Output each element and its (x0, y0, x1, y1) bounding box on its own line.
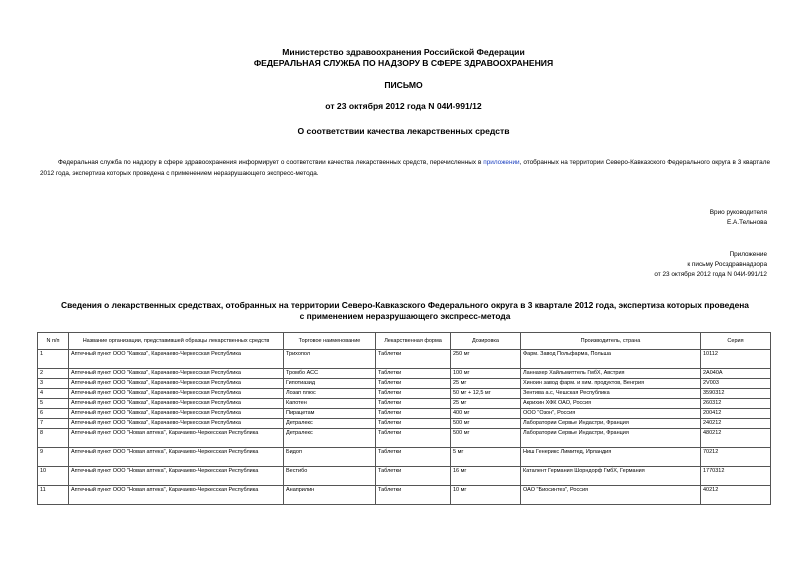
cell-series: 260312 (701, 399, 771, 409)
cell-organization: Аптечный пункт ООО "Кавказ", Карачаево-Черкесская Республика (69, 369, 284, 379)
cell-trade-name: Детралекс (284, 429, 376, 448)
cell-series: 40212 (701, 486, 771, 505)
table-row (38, 419, 771, 429)
cell-dosage: 400 мг (451, 409, 521, 419)
header-dosage: Дозировка (451, 333, 521, 350)
cell-organization: Аптечный пункт ООО "Новая аптека", Карачаево-Черкесская Республика (69, 486, 284, 505)
cell-number: 1 (38, 350, 69, 369)
header-organization: Название организации, представившей образцы лекарственных средств (69, 333, 284, 350)
cell-dosage-form: Таблетки (376, 399, 451, 409)
header-dosage-form: Лекарственная форма (376, 333, 451, 350)
cell-series: 10112 (701, 350, 771, 369)
signature-position: Врио руководителя (709, 209, 767, 216)
cell-dosage-form: Таблетки (376, 419, 451, 429)
medicines-table (37, 332, 771, 505)
document-subject: О соответствии качества лекарственных средств (297, 126, 510, 136)
cell-dosage-form: Таблетки (376, 369, 451, 379)
table-row (38, 379, 771, 389)
cell-organization: Аптечный пункт ООО "Новая аптека", Карачаево-Черкесская Республика (69, 448, 284, 467)
cell-dosage: 25 мг (451, 399, 521, 409)
cell-organization: Аптечный пункт ООО "Кавказ", Карачаево-Черкесская Республика (69, 419, 284, 429)
section-title: Сведения о лекарственных средствах, отобранных на территории Северо-Кавказского Федерального округа в 3 квартале 2012 года, экспертиза которых проведена с применением неразрушающего экспресс-метода (61, 300, 749, 321)
body-text-part2: , отобранных на территории Северо-Кавказского Федерального округа в 3 квартале 2012 года, экспертиза которых проведена с применением неразрушающего экспресс-метода. (40, 159, 770, 177)
cell-manufacturer: Ланнахер Хайльмиттель ГмбХ, Австрия (521, 369, 701, 379)
cell-manufacturer: Акрихин ХФК ОАО, Россия (521, 399, 701, 409)
cell-series: 2А040А (701, 369, 771, 379)
table-row (38, 429, 771, 448)
cell-manufacturer: Лаборатории Сервье Индастри, Франция (521, 429, 701, 448)
cell-number: 11 (38, 486, 69, 505)
cell-organization: Аптечный пункт ООО "Новая аптека", Карачаево-Черкесская Республика (69, 429, 284, 448)
cell-organization: Аптечный пункт ООО "Кавказ", Карачаево-Черкесская Республика (69, 399, 284, 409)
cell-trade-name: Бидоп (284, 448, 376, 467)
cell-manufacturer: ООО "Озон", Россия (521, 409, 701, 419)
cell-number: 10 (38, 467, 69, 486)
table-row (38, 409, 771, 419)
cell-dosage: 5 мг (451, 448, 521, 467)
cell-trade-name: Лозап плюс (284, 389, 376, 399)
appendix-label: Приложение (729, 251, 767, 258)
cell-dosage: 16 мг (451, 467, 521, 486)
cell-number: 8 (38, 429, 69, 448)
cell-number: 9 (38, 448, 69, 467)
body-paragraph (40, 157, 770, 179)
cell-organization: Аптечный пункт ООО "Кавказ", Карачаево-Черкесская Республика (69, 350, 284, 369)
cell-dosage-form: Таблетки (376, 448, 451, 467)
cell-organization: Аптечный пункт ООО "Новая аптека", Карачаево-Черкесская Республика (69, 467, 284, 486)
header-manufacturer: Производитель, страна (521, 333, 701, 350)
cell-number: 2 (38, 369, 69, 379)
cell-dosage-form: Таблетки (376, 467, 451, 486)
cell-organization: Аптечный пункт ООО "Кавказ", Карачаево-Черкесская Республика (69, 389, 284, 399)
cell-manufacturer: Ниш Генерикс Лимитед, Ирландия (521, 448, 701, 467)
table-row (38, 399, 771, 409)
cell-manufacturer: Фарм. Завод Польфарма, Польша (521, 350, 701, 369)
cell-organization: Аптечный пункт ООО "Кавказ", Карачаево-Черкесская Республика (69, 409, 284, 419)
appendix-reference: к письму Росздравнадзора (687, 261, 767, 268)
header-series: Серия (701, 333, 771, 350)
cell-series: 480212 (701, 429, 771, 448)
cell-manufacturer: ОАО "Биосинтез", Россия (521, 486, 701, 505)
appendix-block (654, 250, 767, 280)
appendix-date: от 23 октября 2012 года N 04И-991/12 (654, 271, 767, 278)
table-row (38, 369, 771, 379)
cell-dosage: 500 мг (451, 419, 521, 429)
cell-series: 2V003 (701, 379, 771, 389)
ministry-name: Министерство здравоохранения Российской Федерации (282, 47, 525, 57)
cell-series: 240212 (701, 419, 771, 429)
cell-trade-name: Гипотиазид (284, 379, 376, 389)
cell-manufacturer: Зентива а.с, Чешская Республика (521, 389, 701, 399)
signature-name: Е.А.Тельнова (727, 219, 767, 226)
appendix-link[interactable]: приложении (483, 159, 520, 166)
cell-series: 70212 (701, 448, 771, 467)
cell-number: 7 (38, 419, 69, 429)
cell-trade-name: Вестибо (284, 467, 376, 486)
table-row (38, 389, 771, 399)
cell-number: 6 (38, 409, 69, 419)
cell-series: 200412 (701, 409, 771, 419)
cell-dosage-form: Таблетки (376, 350, 451, 369)
cell-dosage: 250 мг (451, 350, 521, 369)
cell-manufacturer: Лаборатории Сервье Индастри, Франция (521, 419, 701, 429)
cell-dosage-form: Таблетки (376, 379, 451, 389)
cell-trade-name: Детралекс (284, 419, 376, 429)
table-row (38, 350, 771, 369)
cell-number: 3 (38, 379, 69, 389)
cell-dosage-form: Таблетки (376, 409, 451, 419)
cell-number: 5 (38, 399, 69, 409)
cell-organization: Аптечный пункт ООО "Кавказ", Карачаево-Черкесская Республика (69, 379, 284, 389)
cell-trade-name: Пирацетам (284, 409, 376, 419)
cell-trade-name: Трихопол (284, 350, 376, 369)
cell-trade-name: Анаприлин (284, 486, 376, 505)
cell-number: 4 (38, 389, 69, 399)
cell-dosage-form: Таблетки (376, 389, 451, 399)
table-row (38, 467, 771, 486)
table-header-row (38, 333, 771, 350)
cell-dosage: 25 мг (451, 379, 521, 389)
body-text-part1: Федеральная служба по надзору в сфере здравоохранения информирует о соответствии качества лекарственных средств, перечисленных в (58, 159, 484, 166)
cell-manufacturer: Хиноин завод фарм. и хим. продуктов, Венгрия (521, 379, 701, 389)
table-row (38, 448, 771, 467)
document-type: ПИСЬМО (384, 80, 423, 90)
cell-dosage-form: Таблетки (376, 486, 451, 505)
cell-manufacturer: Каталент Германия Шорндорф ГмбХ, Германия (521, 467, 701, 486)
document-date-number: от 23 октября 2012 года N 04И-991/12 (325, 101, 482, 111)
cell-dosage: 10 мг (451, 486, 521, 505)
signature-block (710, 208, 767, 228)
header-trade-name: Торговое наименование (284, 333, 376, 350)
table-row (38, 486, 771, 505)
cell-dosage: 100 мг (451, 369, 521, 379)
cell-series: 3590312 (701, 389, 771, 399)
cell-dosage: 50 мг + 12,5 мг (451, 389, 521, 399)
header-number: N п/п (38, 333, 69, 350)
cell-trade-name: Тромбо АСС (284, 369, 376, 379)
cell-dosage-form: Таблетки (376, 429, 451, 448)
cell-dosage: 500 мг (451, 429, 521, 448)
cell-series: 1770312 (701, 467, 771, 486)
cell-trade-name: Капотен (284, 399, 376, 409)
agency-name: ФЕДЕРАЛЬНАЯ СЛУЖБА ПО НАДЗОРУ В СФЕРЕ ЗДРАВООХРАНЕНИЯ (253, 58, 554, 68)
